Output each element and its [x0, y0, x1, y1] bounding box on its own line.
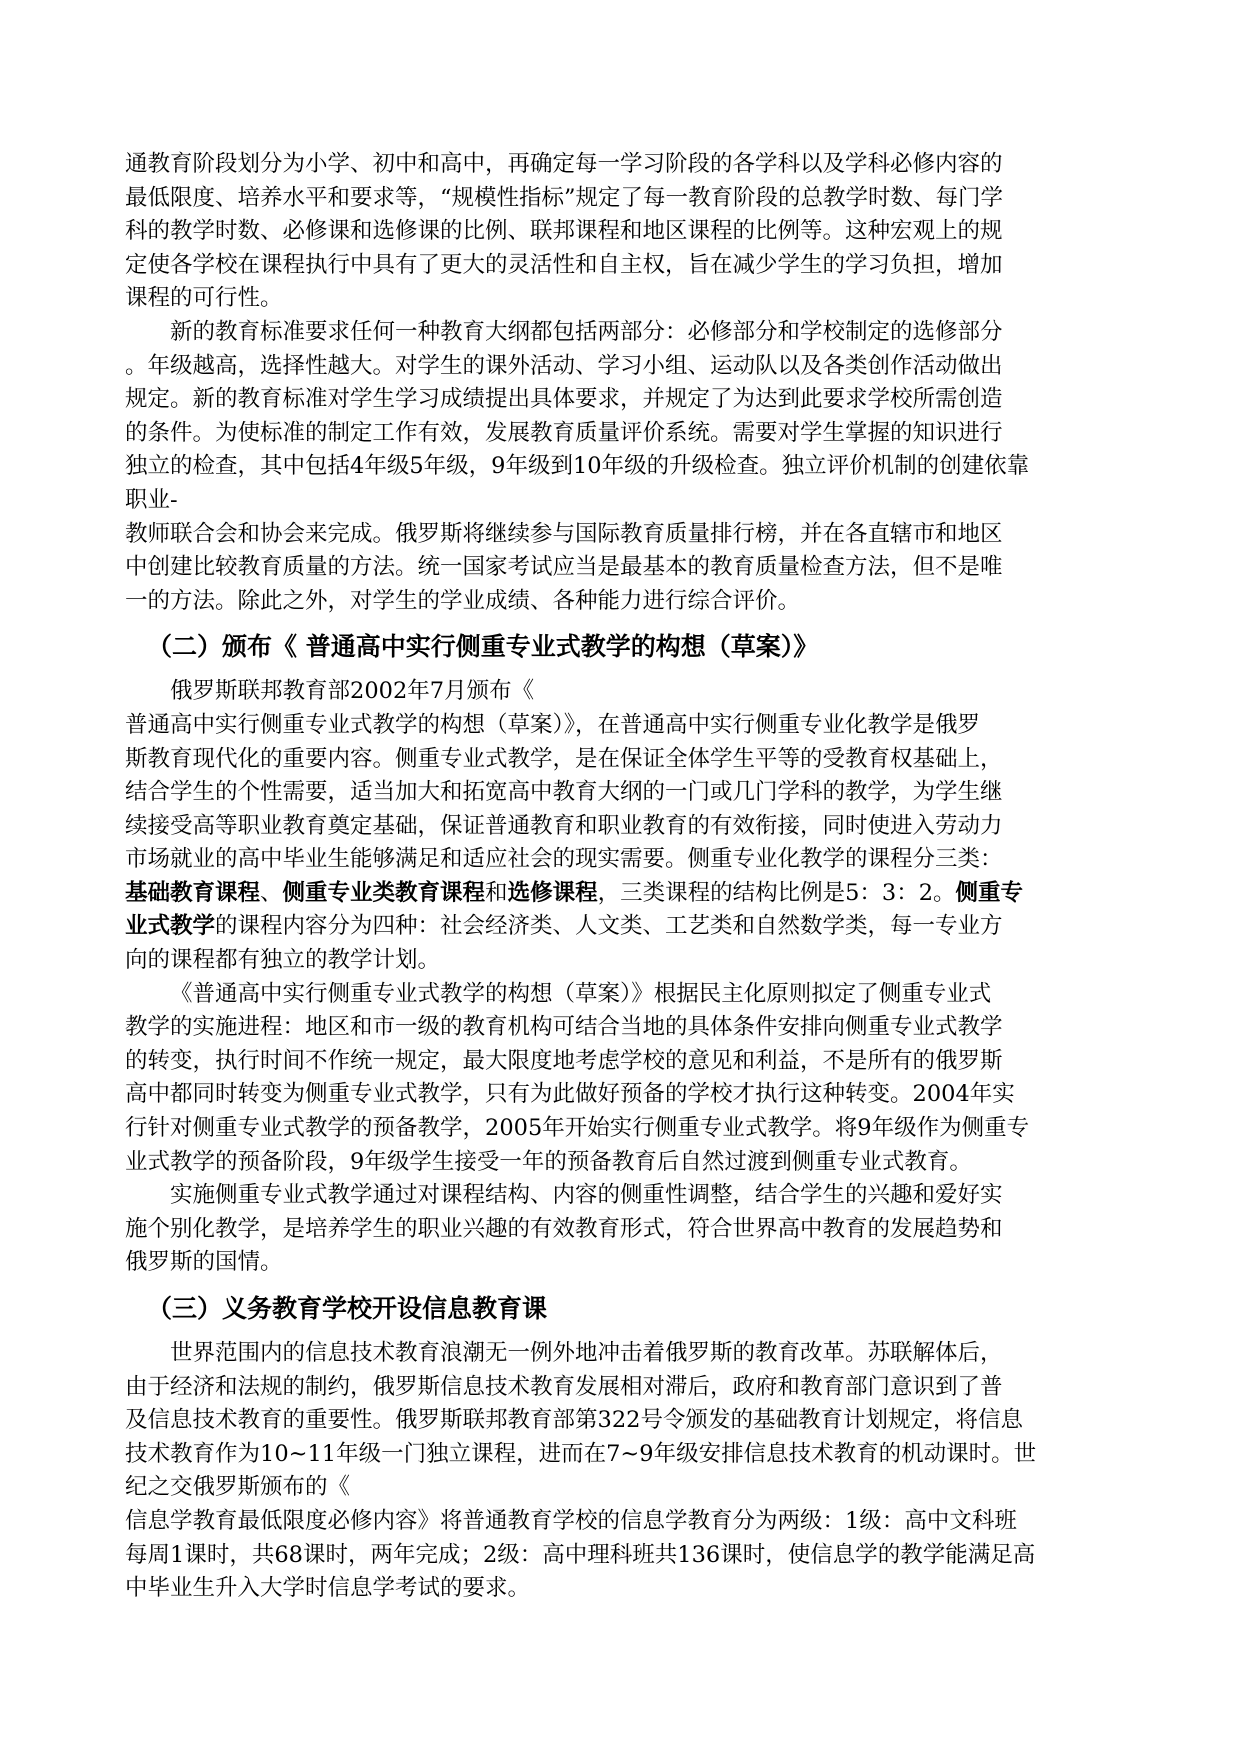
text-line: 《普通高中实行侧重专业式教学的构想（草案）》根据民主化原则拟定了侧重专业式: [170, 980, 992, 1007]
text-line: 科的教学时数、必修课和选修课的比例、联邦课程和地区课程的比例等。这种宏观上的规: [125, 218, 1003, 245]
text-line: 俄罗斯联邦教育部2002年7月颁布《: [170, 678, 535, 705]
text-line: [125, 910, 1110, 944]
text-line: 纪之交俄罗斯颁布的《: [125, 1474, 351, 1501]
bold-term: 业式教学: [125, 913, 216, 940]
text-line: 市场就业的高中毕业生能够满足和适应社会的现实需要。侧重专业化教学的课程分三类：: [125, 846, 1003, 873]
text-line: 通教育阶段划分为小学、初中和高中，再确定每一学习阶段的各学科以及学科必修内容的: [125, 151, 1003, 177]
paragraph-2: [125, 316, 1110, 618]
text-line: 及信息技术教育的重要性。俄罗斯联邦教育部第322号令颁发的基础教育计划规定，将信息: [125, 1407, 1023, 1434]
text-line: 普通高中实行侧重专业式教学的构想（草案）》，在普通高中实行侧重专业化教学是俄罗: [125, 711, 981, 738]
text-line: 。年级越高，选择性越大。对学生的课外活动、学习小组、运动队以及各类创作活动做出: [125, 352, 1003, 379]
text-line: 规定。新的教育标准对学生学习成绩提出具体要求，并规定了为达到此要求学校所需创造: [125, 386, 1003, 413]
document-page: [125, 148, 1110, 1606]
text-line: 向的课程都有独立的教学计划。: [125, 947, 441, 974]
text-line: 定使各学校在课程执行中具有了更大的灵活性和自主权，旨在减少学生的学习负担，增加: [125, 251, 1003, 278]
text-line: 信息学教育最低限度必修内容》将普通教育学校的信息学教育分为两级：1级：高中文科班: [125, 1507, 1017, 1534]
text-line: 教学的实施进程：地区和市一级的教育机构可结合当地的具体条件安排向侧重专业式教学: [125, 1014, 1003, 1041]
text-line: 高中都同时转变为侧重专业式教学，只有为此做好预备的学校才执行这种转变。2004年实: [125, 1081, 1015, 1108]
text-line: [125, 877, 1110, 911]
paragraph-6: [125, 1337, 1110, 1606]
text-line: 独立的检查，其中包括4年级5年级，9年级到10年级的升级检查。独立评价机制的创建依靠: [125, 453, 1030, 480]
section-heading-3: （三）义务教育学校开设信息教育课: [147, 1294, 548, 1323]
bold-term: 基础教育课程: [125, 879, 261, 906]
text-line: 新的教育标准要求任何一种教育大纲都包括两部分：必修部分和学校制定的选修部分: [170, 318, 1003, 345]
text-line: 业式教学的预备阶段，9年级学生接受一年的预备教育后自然过渡到侧重专业式教育。: [125, 1148, 972, 1175]
text-line: 技术教育作为10~11年级一门独立课程，进而在7~9年级安排信息技术教育的机动课时。世: [125, 1440, 1037, 1467]
text-line: 一的方法。除此之外，对学生的学业成绩、各种能力进行综合评价。: [125, 587, 801, 614]
text-line: 的转变，执行时间不作统一规定，最大限度地考虑学校的意见和利益，不是所有的俄罗斯: [125, 1047, 1003, 1074]
text-line: 教师联合会和协会来完成。俄罗斯将继续参与国际教育质量排行榜，并在各直辖市和地区: [125, 520, 1003, 547]
text-line: 斯教育现代化的重要内容。侧重专业式教学，是在保证全体学生平等的受教育权基础上，: [125, 745, 1003, 772]
paragraph-5: [125, 1179, 1110, 1280]
paragraph-4: [125, 978, 1110, 1180]
text-line: 行针对侧重专业式教学的预备教学，2005年开始实行侧重专业式教学。将9年级作为侧重专: [125, 1115, 1030, 1142]
text-line: 课程的可行性。: [125, 285, 283, 312]
text-fragment: 的课程内容分为四种：社会经济类、人文类、工艺类和自然数学类，每一专业方: [215, 913, 1003, 940]
text-line: 中创建比较教育质量的方法。统一国家考试应当是最基本的教育质量检查方法，但不是唯: [125, 554, 1003, 581]
paragraph-3: [125, 675, 1110, 977]
paragraph-1: [125, 148, 1110, 316]
section-heading-2: （二）颁布《 普通高中实行侧重专业式教学的构想（草案）》: [147, 632, 819, 662]
text-line: 世界范围内的信息技术教育浪潮无一例外地冲击着俄罗斯的教育改革。苏联解体后，: [170, 1340, 1003, 1366]
text-line: 中毕业生升入大学时信息学考试的要求。: [125, 1575, 531, 1602]
text-line: 施个别化教学，是培养学生的职业兴趣的有效教育形式，符合世界高中教育的发展趋势和: [125, 1215, 1003, 1242]
text-line: 续接受高等职业教育奠定基础，保证普通教育和职业教育的有效衔接，同时使进入劳动力: [125, 812, 1003, 839]
bold-term: 侧重专: [955, 879, 1024, 906]
text-line: 俄罗斯的国情。: [125, 1249, 283, 1276]
text-line: 每周1课时，共68课时，两年完成；2级：高中理科班共136课时，使信息学的教学能满足高: [125, 1541, 1036, 1568]
text-line: 的条件。为使标准的制定工作有效，发展教育质量评价系统。需要对学生掌握的知识进行: [125, 419, 1003, 446]
text-fragment: 、: [260, 879, 283, 906]
text-line: 职业-: [125, 486, 178, 513]
text-fragment: 和: [485, 879, 508, 906]
bold-term: 选修课程: [507, 879, 598, 906]
bold-term: 侧重专业类教育课程: [282, 879, 486, 906]
text-fragment: ，三类课程的结构比例是5：3：2。: [597, 879, 956, 906]
text-line: 实施侧重专业式教学通过对课程结构、内容的侧重性调整，结合学生的兴趣和爱好实: [170, 1182, 1003, 1209]
text-line: 由于经济和法规的制约，俄罗斯信息技术教育发展相对滞后，政府和教育部门意识到了普: [125, 1373, 1003, 1400]
text-line: 最低限度、培养水平和要求等，“规模性指标”规定了每一教育阶段的总教学时数、每门学: [125, 184, 1004, 211]
text-line: 结合学生的个性需要，适当加大和拓宽高中教育大纲的一门或几门学科的教学，为学生继: [125, 779, 1003, 806]
